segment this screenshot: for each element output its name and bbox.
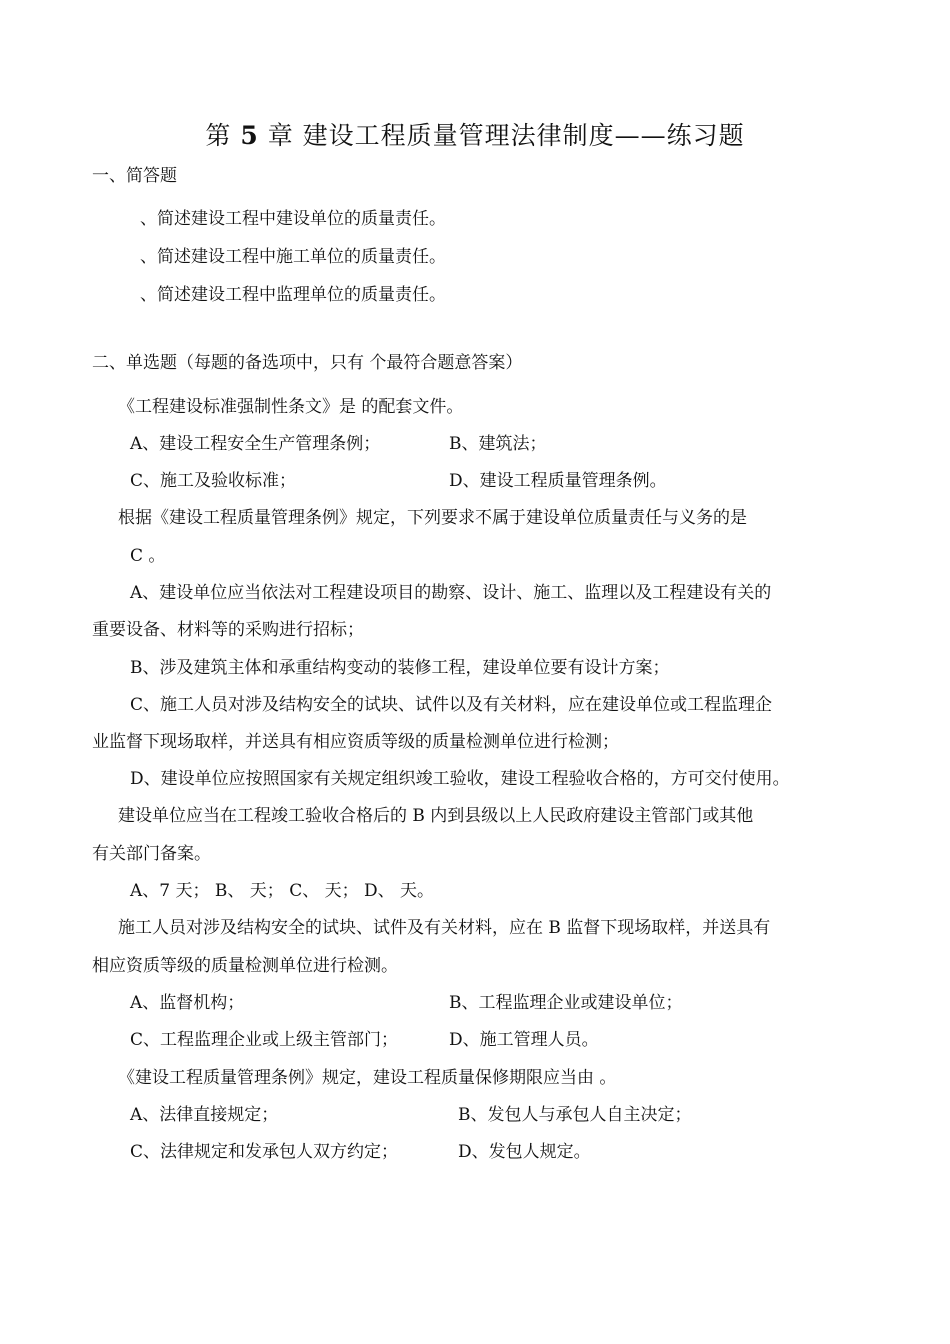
chapter-number: 5 [240,121,259,150]
option-c: C、工程监理企业或上级主管部门； [130,1030,399,1050]
option-a: A、建设工程安全生产管理条例； [130,434,381,454]
option-a-continued: 重要设备、材料等的采购进行招标； [92,620,364,640]
option-b: B、涉及建筑主体和承重结构变动的装修工程，建设单位要有设计方案； [130,658,670,678]
question-stem-continued: 相应资质等级的质量检测单位进行检测。 [92,956,398,976]
option-d: D、施工管理人员。 [449,1030,599,1050]
question-stem: 根据《建设工程质量管理条例》规定，下列要求不属于建设单位质量责任与义务的是 [118,508,747,528]
question-stem-continued: 有关部门备案。 [92,844,211,864]
option-c-continued: 业监督下现场取样，并送具有相应资质等级的质量检测单位进行检测； [92,732,619,752]
title-prefix: 第 [205,121,232,150]
question-options: A、7 天； B、 天； C、 天； D、 天。 [130,881,435,901]
option-d: D、建设单位应按照国家有关规定组织竣工验收，建设工程验收合格的，方可交付使用。 [130,769,790,789]
question-stem: 《建设工程质量管理条例》规定，建设工程质量保修期限应当由 。 [118,1068,617,1088]
short-answer-item: 、简述建设工程中建设单位的质量责任。 [140,209,446,229]
option-c: C、施工及验收标准； [130,471,297,491]
short-answer-item: 、简述建设工程中施工单位的质量责任。 [140,247,446,267]
option-d: D、发包人规定。 [458,1142,591,1162]
option-a: A、监督机构； [130,993,245,1013]
short-answer-item: 、简述建设工程中监理单位的质量责任。 [140,285,446,305]
option-b: B、工程监理企业或建设单位； [449,993,683,1013]
page-title [0,116,950,152]
option-a: A、建设单位应当依法对工程建设项目的勘察、设计、施工、监理以及工程建设有关的 [130,583,772,603]
option-c: C、法律规定和发承包人双方约定； [130,1142,399,1162]
title-text: 章 建设工程质量管理法律制度——练习题 [267,121,745,150]
option-c: C、施工人员对涉及结构安全的试块、试件以及有关材料，应在建设单位或工程监理企 [130,695,773,715]
question-stem: 建设单位应当在工程竣工验收合格后的 B 内到县级以上人民政府建设主管部门或其他 [118,806,754,826]
question-stem: 《工程建设标准强制性条文》是 的配套文件。 [118,397,464,417]
option-b: B、建筑法； [449,434,547,454]
section-heading-short-answer: 一、简答题 [92,166,177,186]
section-heading-single-choice: 二、单选题（每题的备选项中，只有 个最符合题意答案） [92,353,523,373]
option-b: B、发包人与承包人自主决定； [458,1105,692,1125]
option-d: D、建设工程质量管理条例。 [449,471,667,491]
option-a: A、法律直接规定； [130,1105,279,1125]
question-answer: C 。 [130,546,166,566]
question-stem: 施工人员对涉及结构安全的试块、试件及有关材料，应在 B 监督下现场取样，并送具有 [118,918,771,938]
